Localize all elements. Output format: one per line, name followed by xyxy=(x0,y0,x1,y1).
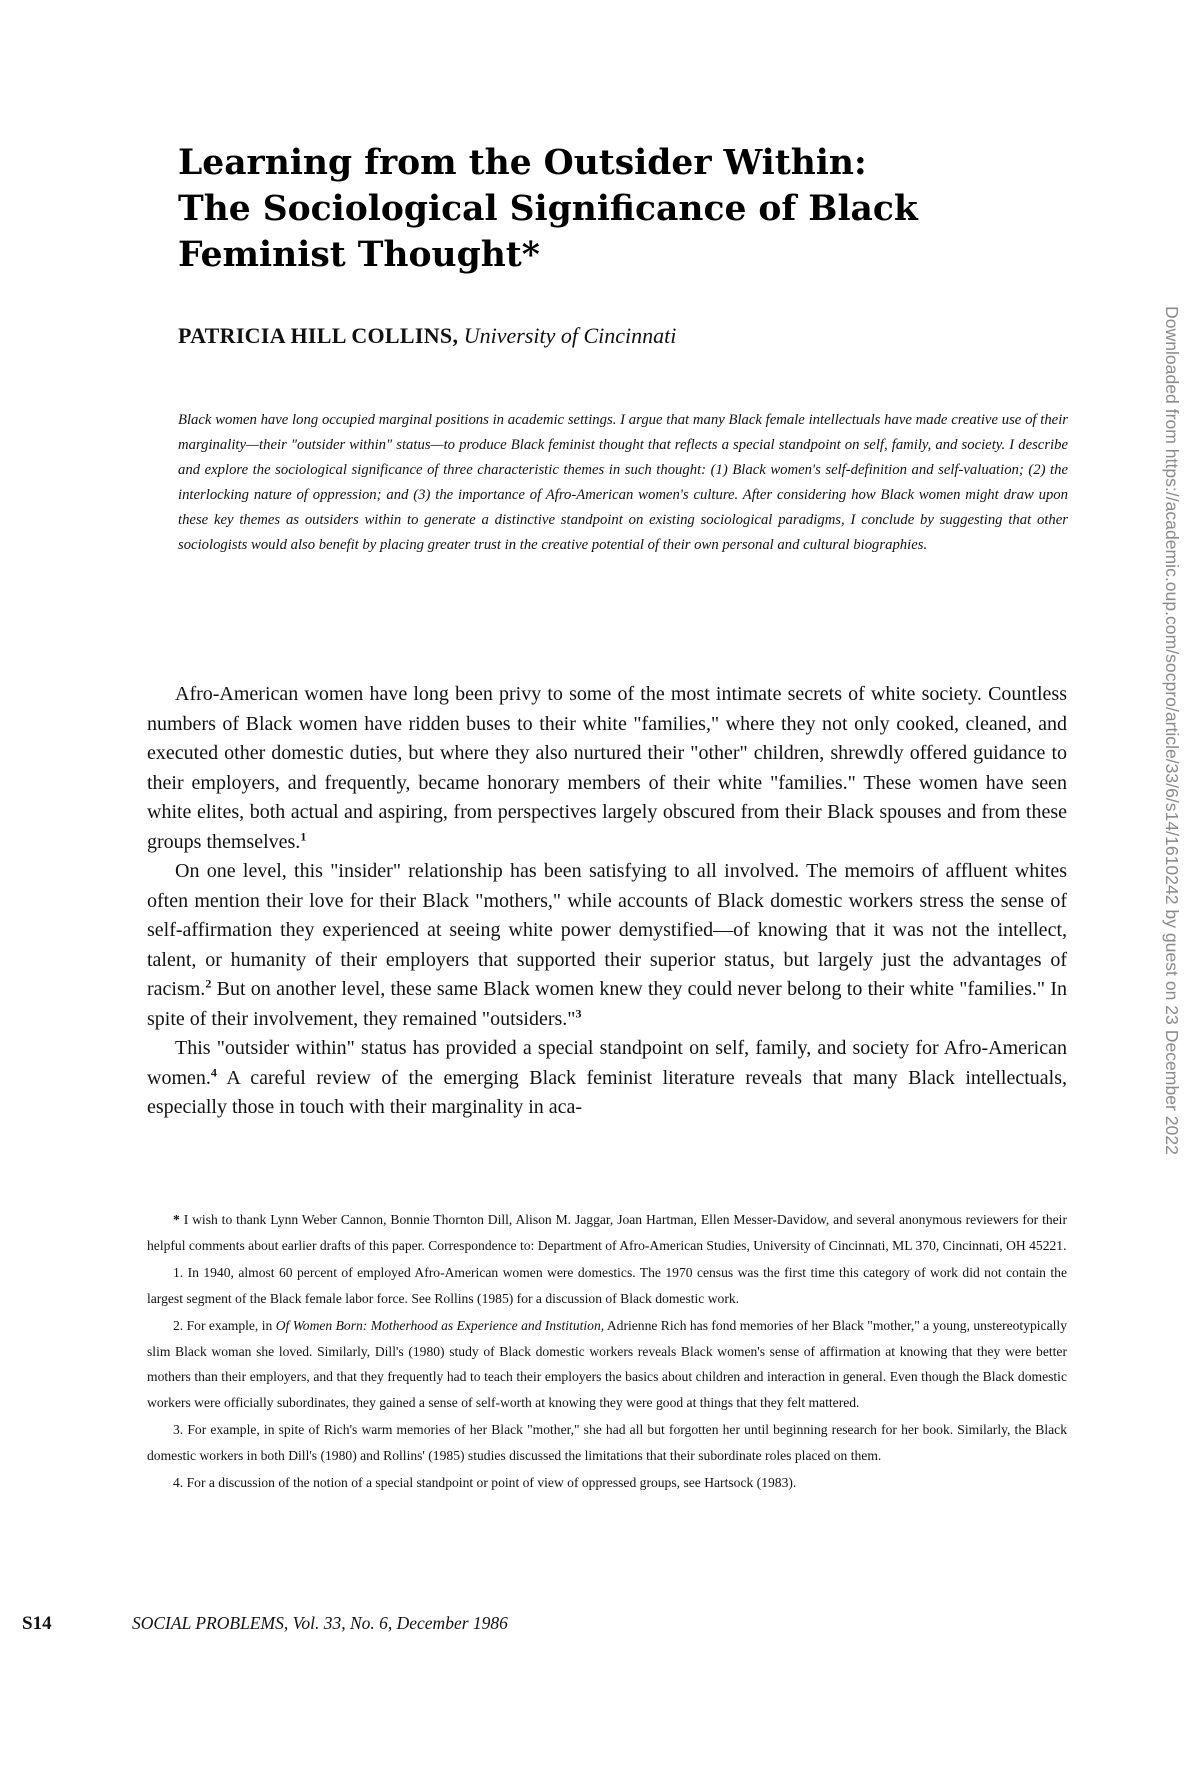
footnote-ref: 3 xyxy=(575,1005,582,1020)
title-line: The Sociological Significance of Black xyxy=(178,189,918,229)
cited-title: Of Women Born: Motherhood as Experience and Institution, xyxy=(275,1318,605,1333)
footnote: 3. For example, in spite of Rich's warm memories of her Black "mother," she had all but forgotten her until beginning research for her book. Similarly, the Black domestic workers in both Dill's (1980) and Rollins' (1985) studies discussed the limitations that their subordinate roles placed on them. xyxy=(147,1422,1067,1463)
footnote-text: Adrienne Rich has fond memories of her Black "mother," a young, unstereotypically slim Black woman she loved. Similarly, Dill's (1980) study of Black domestic workers reveals Black women's sense of affirmation at knowing that they were better mothers than their employers, and that they frequently had to teach their employers the basics about children and interaction in general. Even though the Black domestic workers were officially subordinates, they gained a sense of self-worth at knowing they were good at things that they felt mattered. xyxy=(147,1318,1067,1410)
article-title xyxy=(178,140,998,278)
footnote-ref: 4 xyxy=(210,1064,217,1079)
footnote-text: I wish to thank Lynn Weber Cannon, Bonnie Thornton Dill, Alison M. Jaggar, Joan Hartman, Ellen Messer-Davidow, and several anonymous reviewers for their helpful comments about earlier drafts of this paper. Correspondence to: Department of Afro-American Studies, University of Cincinnati, ML 370, Cincinnati, OH 45221. xyxy=(147,1212,1067,1253)
paragraph xyxy=(147,857,1067,1034)
paragraph-text: Afro-American women have long been privy to some of the most intimate secrets of white society. Countless numbers of Black women have ridden buses to their white "families," where they not only cooked, cleaned, and executed other domestic duties, but where they also nurtured their "other" children, shrewdly offered guidance to their employers, and frequently, became honorary members of their white "families." These women have seen white elites, both actual and aspiring, from perspectives largely obscured from their Black spouses and from these groups themselves. xyxy=(147,683,1067,853)
page-number: S14 xyxy=(22,1613,52,1634)
author-affiliation: University of Cincinnati xyxy=(463,323,677,348)
watermark-text: Downloaded from https://academic.oup.com/socpro/article/33/6/s14/1610242 by guest on 23 December 2022 xyxy=(1162,306,1182,1155)
download-watermark xyxy=(1158,306,1188,1366)
paragraph-text: This "outsider within" status has provided a special standpoint on self, family, and society for Afro-American women. xyxy=(147,1037,1067,1089)
paragraph xyxy=(147,1034,1067,1123)
title-line: Feminist Thought* xyxy=(178,235,540,275)
paragraph-text: A careful review of the emerging Black feminist literature reveals that many Black intellectuals, especially those in touch with their marginality in aca- xyxy=(147,1066,1067,1118)
footnotes xyxy=(147,1207,1067,1498)
title-line: Learning from the Outsider Within: xyxy=(178,143,867,183)
footnote-ref: 1 xyxy=(300,828,307,843)
footnote: 1. In 1940, almost 60 percent of employed Afro-American women were domestics. The 1970 census was the first time this category of work did not contain the largest segment of the Black female labor force. See Rollins (1985) for a discussion of Black domestic work. xyxy=(147,1265,1067,1306)
journal-citation: SOCIAL PROBLEMS, Vol. 33, No. 6, December 1986 xyxy=(132,1613,508,1633)
paragraph xyxy=(147,680,1067,857)
footnote xyxy=(147,1313,1067,1415)
paragraph-text: On one level, this "insider" relationship has been satisfying to all involved. The memoirs of affluent whites often mention their love for their Black "mothers," while accounts of Black domestic workers stress the sense of self-affirmation they experienced at seeing white power demystified—of knowing that it was not the intellect, talent, or humanity of their employers that supported their superior status, but largely just the advantages of racism. xyxy=(147,860,1067,1000)
footnote: 4. For a discussion of the notion of a special standpoint or point of view of oppressed groups, see Hartsock (1983). xyxy=(173,1475,797,1490)
body-text xyxy=(147,680,1067,1123)
author-line xyxy=(178,323,676,349)
footnote-text: 2. For example, in xyxy=(173,1318,276,1333)
footnote xyxy=(147,1207,1067,1258)
author-name: PATRICIA HILL COLLINS, xyxy=(178,323,459,348)
footnote-mark: * xyxy=(173,1212,180,1227)
abstract: Black women have long occupied marginal positions in academic settings. I argue that many Black female intellectuals have made creative use of their marginality—their "outsider within" status—to produce Black feminist thought that reflects a special standpoint on self, family, and society. I describe and explore the sociological significance of three characteristic themes in such thought: (1) Black women's self-definition and self-valuation; (2) the interlocking nature of oppression; and (3) the importance of Afro-American women's culture. After considering how Black women might draw upon these key themes as outsiders within to generate a distinctive standpoint on existing sociological paradigms, I conclude by suggesting that other sociologists would also benefit by placing greater trust in the creative potential of their own personal and cultural biographies. xyxy=(178,412,1068,553)
paragraph-text: But on another level, these same Black women knew they could never belong to their white "families." In spite of their involvement, they remained "outsiders." xyxy=(147,978,1067,1030)
footnote-ref: 2 xyxy=(205,976,212,991)
